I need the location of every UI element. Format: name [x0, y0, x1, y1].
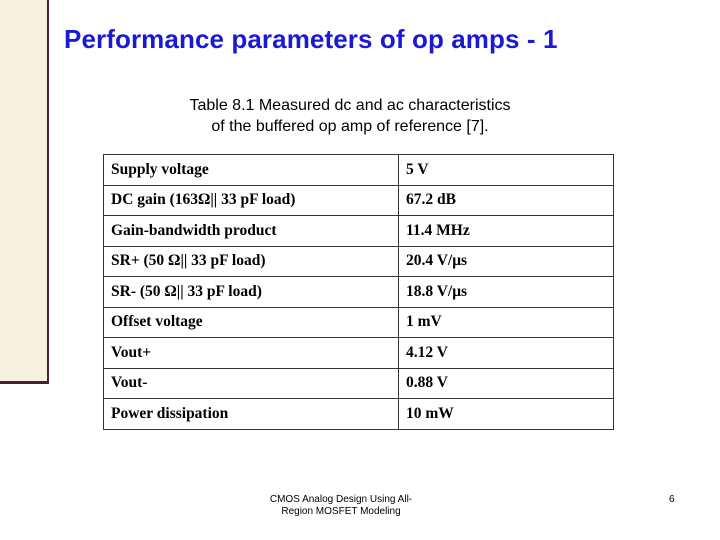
- table-row: [104, 307, 614, 338]
- value-cell: 11.4 MHz: [399, 216, 614, 247]
- parameter-cell: [104, 246, 399, 277]
- parameter-text: DC gain (163Ω|| 33 pF load): [111, 191, 296, 209]
- value-cell: 1 mV: [399, 307, 614, 338]
- value-cell: 20.4 V/μs: [399, 246, 614, 277]
- parameter-text: Offset voltage: [111, 313, 203, 331]
- caption-line-1: Table 8.1 Measured dc and ac characteristics: [189, 97, 511, 114]
- table-caption: [100, 95, 600, 137]
- table-row: [104, 399, 614, 430]
- caption-line-2: of the buffered op amp of reference [7].: [211, 118, 489, 135]
- parameter-cell: [104, 368, 399, 399]
- value-cell: 67.2 dB: [399, 185, 614, 216]
- side-panel: [0, 0, 47, 383]
- table-row: [104, 338, 614, 369]
- table-row: [104, 155, 614, 186]
- parameter-text: SR+ (50 Ω|| 33 pF load): [111, 252, 266, 270]
- table-row: [104, 216, 614, 247]
- parameter-cell: [104, 277, 399, 308]
- parameter-text: SR- (50 Ω|| 33 pF load): [111, 282, 262, 300]
- parameter-cell: [104, 399, 399, 430]
- value-cell: 0.88 V: [399, 368, 614, 399]
- table-row: [104, 246, 614, 277]
- value-cell: 5 V: [399, 155, 614, 186]
- parameter-cell: [104, 216, 399, 247]
- parameter-cell: [104, 307, 399, 338]
- value-cell: 18.8 V/μs: [399, 277, 614, 308]
- value-cell: 10 mW: [399, 399, 614, 430]
- parameter-cell: [104, 185, 399, 216]
- parameter-cell: [104, 155, 399, 186]
- parameters-table: [103, 154, 614, 430]
- parameter-cell: [104, 338, 399, 369]
- value-cell: 4.12 V: [399, 338, 614, 369]
- parameter-text: Power dissipation: [111, 404, 229, 422]
- parameter-text: Gain-bandwidth product: [111, 221, 277, 239]
- footer-text: CMOS Analog Design Using All-Region MOSFET Modeling: [269, 494, 413, 517]
- parameter-text: Supply voltage: [111, 160, 209, 178]
- page-number: 6: [669, 494, 675, 505]
- parameter-text: Vout-: [111, 374, 148, 392]
- side-rule-horizontal: [0, 381, 49, 384]
- slide-title: Performance parameters of op amps - 1: [64, 24, 558, 54]
- table-row: [104, 185, 614, 216]
- table-row: [104, 368, 614, 399]
- table-row: [104, 277, 614, 308]
- side-rule-vertical: [47, 0, 49, 384]
- parameter-text: Vout+: [111, 343, 152, 361]
